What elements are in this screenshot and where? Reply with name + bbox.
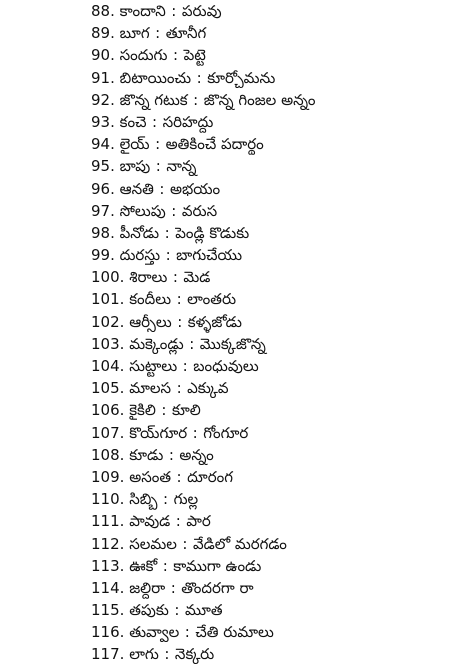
entry-separator: : xyxy=(159,223,175,242)
list-item xyxy=(91,67,474,89)
entry-word: కొయ్‌గూర xyxy=(129,423,188,442)
list-item xyxy=(91,266,474,288)
word-list xyxy=(91,0,474,666)
list-item xyxy=(91,311,474,333)
entry-word: ఆర్సీలు xyxy=(129,312,172,331)
entry-meaning: కూలి xyxy=(171,401,201,420)
entry-separator: : xyxy=(187,423,203,442)
entry-word: సిబ్బి xyxy=(129,490,158,509)
list-item xyxy=(91,510,474,532)
entry-meaning: పార xyxy=(186,512,211,531)
entry-meaning: బంధువులు xyxy=(193,357,259,375)
entry-word: తపుకు xyxy=(129,601,169,620)
entry-separator: : xyxy=(188,90,203,109)
entry-word: కైకిలి xyxy=(129,401,156,420)
entry-number: 101. xyxy=(91,290,125,309)
entry-separator: : xyxy=(150,135,165,154)
entry-separator: : xyxy=(166,2,182,20)
entry-number: 100. xyxy=(91,268,125,287)
entry-separator: : xyxy=(150,157,166,176)
entry-number: 116. xyxy=(91,623,125,642)
entry-separator: : xyxy=(168,268,183,287)
list-item xyxy=(91,577,474,599)
entry-meaning: మెడ xyxy=(183,268,211,287)
entry-separator: : xyxy=(184,334,200,353)
entry-word: సుట్టాలు xyxy=(129,357,178,375)
entry-word: కాందాని xyxy=(119,2,166,20)
entry-meaning: సరిహద్దు xyxy=(162,112,214,131)
entry-word: కూడు xyxy=(129,445,164,464)
entry-number: 92. xyxy=(91,90,115,109)
entry-separator: : xyxy=(159,645,175,664)
entry-meaning: తూనీగ xyxy=(165,24,207,43)
list-item xyxy=(91,621,474,643)
list-item xyxy=(91,355,474,377)
list-item xyxy=(91,44,474,66)
entry-word: మాలస xyxy=(129,379,172,398)
entry-word: ఆనతి xyxy=(119,179,154,198)
entry-meaning: తొందరగా రా xyxy=(181,578,254,597)
entry-number: 91. xyxy=(91,68,115,87)
entry-meaning: చేతి రుమాలు xyxy=(195,623,274,642)
entry-separator: : xyxy=(171,379,187,398)
entry-meaning: కూర్చోమను xyxy=(207,68,276,87)
entry-meaning: గోంగూర xyxy=(203,423,249,442)
entry-number: 110. xyxy=(91,490,125,509)
entry-word: బాపు xyxy=(119,157,151,176)
entry-meaning: మొక్కజొన్న xyxy=(199,334,266,353)
entry-meaning: గుల్ల xyxy=(173,490,199,509)
entry-meaning: వేడిలో మరగడం xyxy=(192,534,287,553)
list-item xyxy=(91,111,474,133)
entry-separator: : xyxy=(160,246,176,265)
entry-number: 114. xyxy=(91,578,125,597)
list-item xyxy=(91,555,474,577)
entry-number: 113. xyxy=(91,556,125,575)
entry-word: లాగు xyxy=(129,645,159,664)
entry-number: 112. xyxy=(91,534,125,553)
entry-meaning: పరువు xyxy=(181,2,222,20)
entry-number: 103. xyxy=(91,334,125,353)
entry-meaning: బాగుచేయు xyxy=(176,246,243,265)
entry-number: 97. xyxy=(91,201,115,220)
entry-word: మక్కెండ్లు xyxy=(129,334,184,353)
entry-separator: : xyxy=(171,290,187,309)
entry-separator: : xyxy=(150,24,165,43)
list-item xyxy=(91,533,474,555)
list-item xyxy=(91,333,474,355)
entry-word: కంచె xyxy=(119,112,147,131)
list-item xyxy=(91,599,474,621)
list-item xyxy=(91,399,474,421)
entry-separator: : xyxy=(168,46,183,65)
entry-meaning: దూరంగ xyxy=(187,467,233,486)
entry-number: 95. xyxy=(91,157,115,176)
list-item xyxy=(91,488,474,510)
list-item xyxy=(91,377,474,399)
entry-number: 108. xyxy=(91,445,125,464)
entry-separator: : xyxy=(154,179,170,198)
list-item xyxy=(91,643,474,665)
entry-word: బూగ xyxy=(119,24,150,43)
entry-separator: : xyxy=(171,467,187,486)
list-item xyxy=(91,22,474,44)
entry-word: అసంత xyxy=(129,467,171,486)
entry-word: జొన్న గటుక xyxy=(119,90,188,109)
list-item xyxy=(91,422,474,444)
list-item xyxy=(91,466,474,488)
list-item xyxy=(91,244,474,266)
entry-word: దురస్తు xyxy=(119,246,161,265)
entry-meaning: ఎక్కువ xyxy=(187,379,229,398)
entry-meaning: నెక్కరు xyxy=(174,645,215,664)
list-item xyxy=(91,133,474,155)
entry-number: 117. xyxy=(91,645,125,664)
entry-number: 96. xyxy=(91,179,115,198)
entry-meaning: అభయం xyxy=(169,179,221,198)
entry-word: జల్దిరా xyxy=(129,578,166,597)
entry-number: 99. xyxy=(91,246,115,265)
entry-separator: : xyxy=(157,556,173,575)
entry-meaning: జొన్న గింజల అన్నం xyxy=(203,90,316,109)
entry-number: 90. xyxy=(91,46,115,65)
entry-number: 107. xyxy=(91,423,125,442)
entry-number: 105. xyxy=(91,379,125,398)
entry-number: 88. xyxy=(91,2,115,20)
entry-separator: : xyxy=(165,578,181,597)
entry-word: లైయ్ xyxy=(119,135,150,154)
entry-separator: : xyxy=(166,201,182,220)
entry-meaning: కళ్ళజోడు xyxy=(187,312,242,331)
entry-word: తువ్వాల xyxy=(129,623,180,642)
entry-word: పావుడ xyxy=(129,512,171,531)
entry-word: సోలుపు xyxy=(119,201,166,220)
entry-meaning: లాంతరు xyxy=(187,290,237,309)
entry-word: కందీలు xyxy=(129,290,172,309)
entry-separator: : xyxy=(180,623,195,642)
entry-word: శిరాలు xyxy=(129,268,168,287)
entry-number: 115. xyxy=(91,601,125,620)
entry-word: బిటాయించు xyxy=(119,68,192,87)
entry-meaning: నాన్న xyxy=(166,157,197,176)
entry-separator: : xyxy=(177,534,193,553)
list-item xyxy=(91,178,474,200)
list-item xyxy=(91,200,474,222)
entry-separator: : xyxy=(177,357,193,375)
list-item xyxy=(91,288,474,310)
list-item xyxy=(91,155,474,177)
entry-meaning: వరుస xyxy=(181,201,218,220)
entry-meaning: అతికించే పదార్థం xyxy=(165,135,264,154)
entry-word: సందుగు xyxy=(119,46,168,65)
entry-word: ఊకో xyxy=(129,556,158,575)
entry-separator: : xyxy=(169,601,185,620)
entry-number: 89. xyxy=(91,24,115,43)
entry-separator: : xyxy=(156,401,172,420)
list-item xyxy=(91,0,474,22)
entry-number: 111. xyxy=(91,512,125,531)
entry-word: సలమల xyxy=(129,534,177,553)
entry-separator: : xyxy=(171,512,186,531)
entry-meaning: పెట్టె xyxy=(183,46,206,65)
entry-meaning: పెండ్లి కొడుకు xyxy=(175,223,250,242)
entry-word: పీనోడు xyxy=(119,223,160,242)
entry-number: 102. xyxy=(91,312,125,331)
entry-separator: : xyxy=(147,112,162,131)
list-item xyxy=(91,444,474,466)
entry-separator: : xyxy=(164,445,179,464)
entry-meaning: మూత xyxy=(184,601,223,620)
entry-number: 93. xyxy=(91,112,115,131)
entry-separator: : xyxy=(191,68,207,87)
list-item xyxy=(91,222,474,244)
list-item xyxy=(91,89,474,111)
entry-separator: : xyxy=(158,490,173,509)
entry-meaning: కాముగా ఉండు xyxy=(173,556,262,575)
entry-number: 98. xyxy=(91,223,115,242)
entry-number: 106. xyxy=(91,401,125,420)
entry-number: 109. xyxy=(91,467,125,486)
entry-number: 104. xyxy=(91,357,125,375)
entry-meaning: అన్నం xyxy=(179,445,214,464)
entry-separator: : xyxy=(172,312,188,331)
entry-number: 94. xyxy=(91,135,115,154)
